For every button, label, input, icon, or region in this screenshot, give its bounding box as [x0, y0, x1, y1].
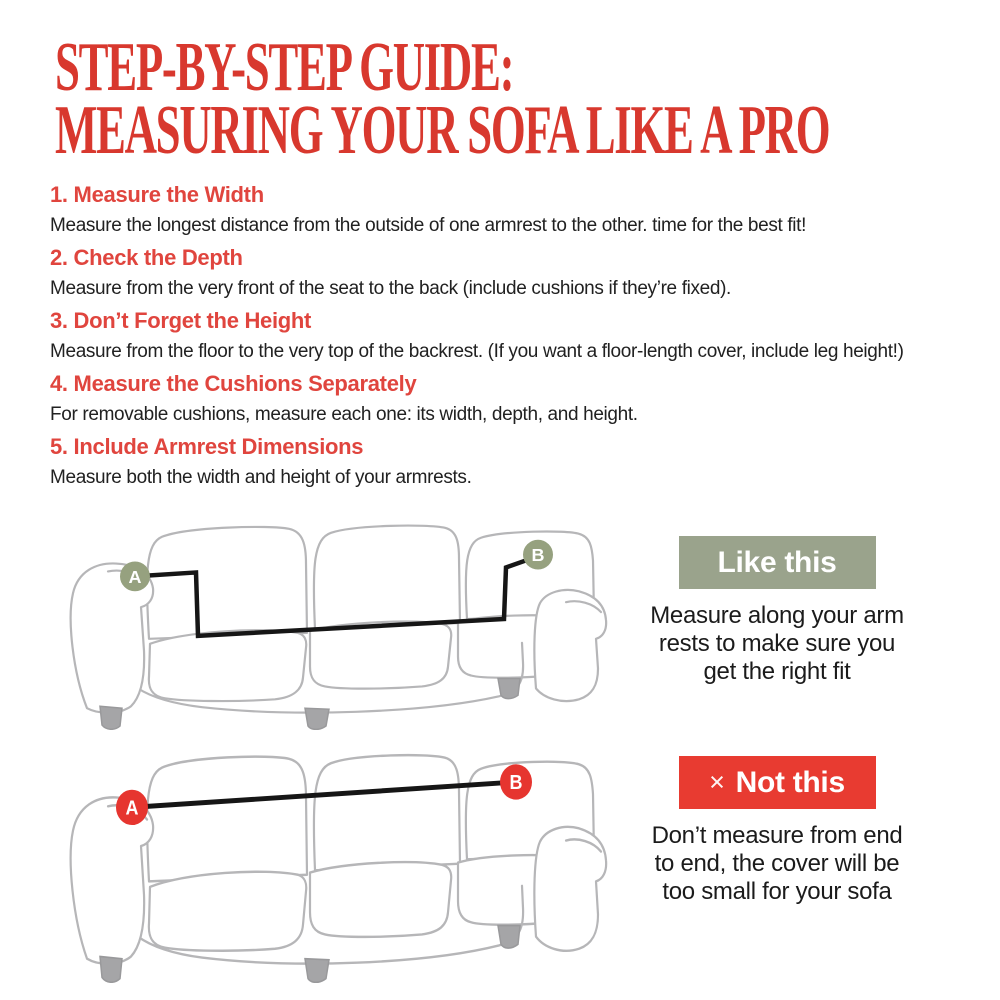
- step-item-3: [50, 310, 970, 362]
- svg-text:A: A: [125, 797, 139, 820]
- sofa-correct-illustration: [52, 512, 612, 730]
- not-this-description: Don’t measure from end to end, the cover will be too small for your sofa: [651, 822, 903, 905]
- title-line-2: MEASURING YOUR SOFA LIKE A PRO: [55, 92, 830, 169]
- x-icon: ×: [709, 767, 725, 797]
- step-heading: 3. Don’t Forget the Height: [50, 308, 312, 333]
- svg-text:B: B: [531, 545, 545, 566]
- step-item-4: [50, 373, 970, 425]
- step-body: For removable cushions, measure each one: its width, depth, and height.: [50, 404, 638, 425]
- page-title: [55, 29, 830, 169]
- marker-b: [523, 540, 553, 570]
- like-this-description: Measure along your arm rests to make sure you get the right fit: [650, 602, 904, 685]
- svg-text:A: A: [128, 566, 142, 587]
- step-item-5: [50, 436, 970, 488]
- step-heading: 4. Measure the Cushions Separately: [50, 371, 417, 396]
- not-this-label: Not this: [735, 765, 845, 799]
- step-body: Measure from the very front of the seat to the back (include cushions if they’re fixed).: [50, 278, 731, 299]
- step-heading: 5. Include Armrest Dimensions: [50, 434, 364, 459]
- like-this-badge: [679, 536, 876, 589]
- sofa-incorrect-illustration: [52, 740, 612, 983]
- title-line-1: STEP-BY-STEP GUIDE:: [55, 29, 514, 106]
- steps-list: [50, 184, 970, 488]
- step-heading: 1. Measure the Width: [50, 182, 264, 207]
- marker-a: [120, 562, 150, 592]
- step-heading: 2. Check the Depth: [50, 245, 243, 270]
- not-this-badge: [679, 756, 876, 809]
- step-body: Measure the longest distance from the outside of one armrest to the other. time for the best fit!: [50, 215, 807, 236]
- step-item-2: [50, 247, 970, 299]
- marker-b: [500, 764, 532, 799]
- like-this-label: Like this: [717, 545, 837, 579]
- svg-text:B: B: [509, 772, 523, 795]
- marker-a: [116, 790, 148, 825]
- like-this-callout: [642, 536, 912, 686]
- step-item-1: [50, 184, 970, 236]
- step-body: Measure both the width and height of your armrests.: [50, 467, 472, 488]
- step-body: Measure from the floor to the very top of the backrest. (If you want a floor-length cover, include leg height!): [50, 341, 904, 362]
- not-this-callout: [642, 756, 912, 906]
